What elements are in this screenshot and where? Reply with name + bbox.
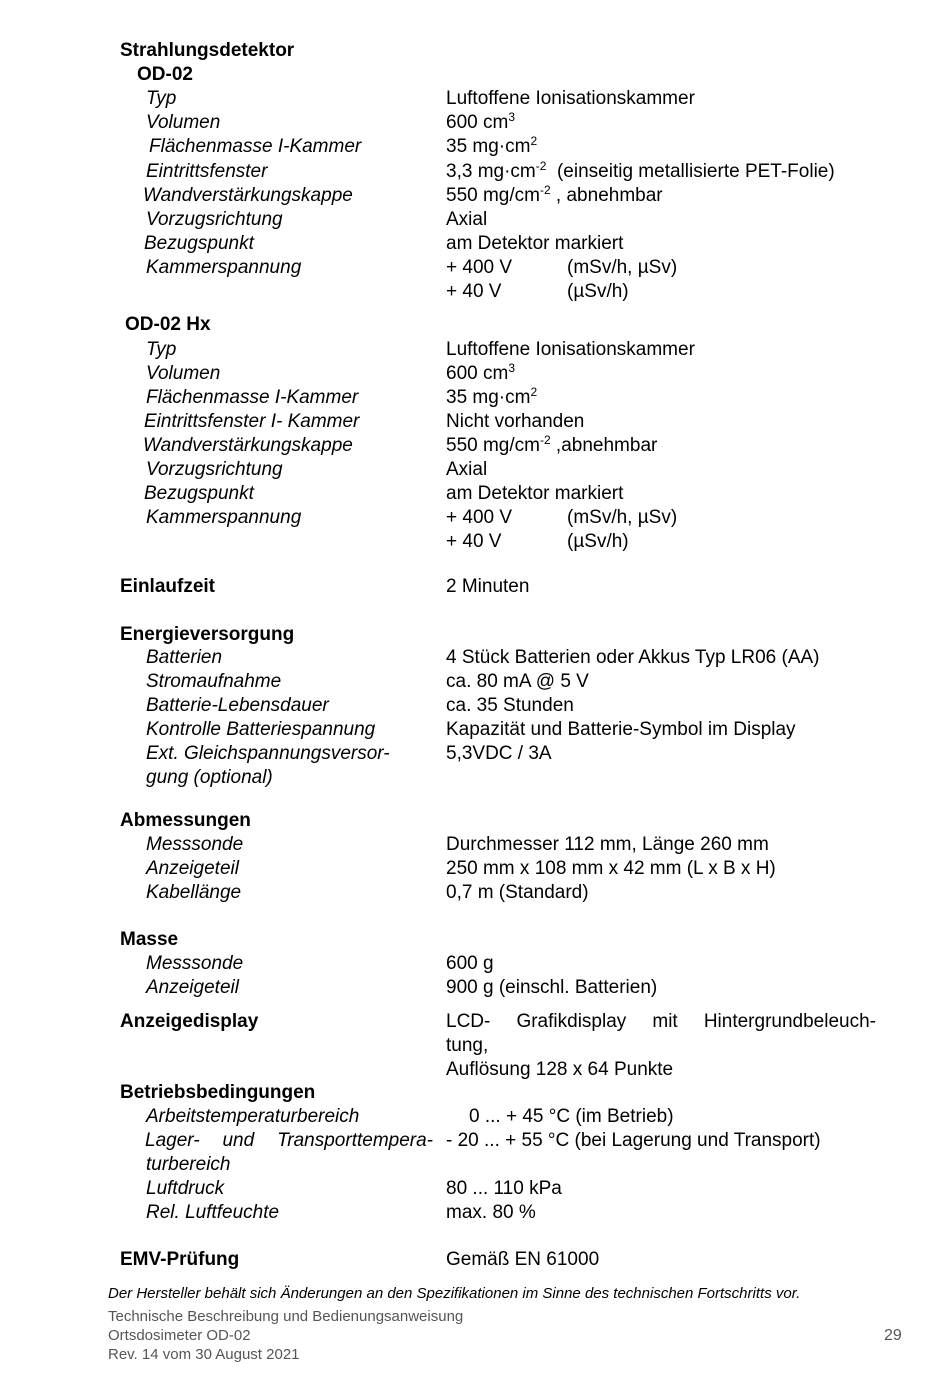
spec-row [0, 1129, 950, 1153]
spec-value: tung, [446, 1035, 489, 1056]
spec-label: Flächenmasse I-Kammer [149, 136, 362, 157]
spec-label: Wandverstärkungskappe [143, 435, 353, 456]
spec-value: 5,3VDC / 3A [446, 743, 552, 764]
spec-label: Vorzugsrichtung [146, 209, 283, 230]
spec-row [0, 742, 950, 766]
section-heading: Einlaufzeit [120, 576, 216, 597]
spec-row [0, 1034, 950, 1058]
spec-value: 4 Stück Batterien oder Akkus Typ LR06 (AA) [446, 647, 820, 668]
subsection-heading: OD-02 Hx [125, 314, 211, 335]
subsection-heading: OD-02 [137, 64, 193, 85]
spec-row [0, 833, 950, 857]
spec-label: Wandverstärkungskappe [143, 185, 353, 206]
spec-value: Nicht vorhanden [446, 411, 585, 432]
spec-row [0, 766, 950, 790]
spec-value: + 400 V [446, 507, 513, 528]
spec-value: 550 $mg/cm^{-2}$ ,abnehmbar [446, 433, 658, 456]
spec-value: + 40 V [446, 531, 502, 552]
spec-row [0, 410, 950, 434]
spec-row [0, 434, 950, 458]
section-detector [0, 39, 950, 63]
spec-value: am Detektor markiert [446, 233, 624, 254]
spec-label: Volumen [146, 112, 221, 133]
section-heading: Masse [120, 929, 179, 950]
disclaimer-note: Der Hersteller behält sich Änderungen an den Spezifikationen im Sinne des technischen Fortschritts vor. [108, 1285, 801, 1302]
spec-row [0, 135, 950, 159]
subsection-od02hx [0, 313, 950, 337]
spec-row [0, 338, 950, 362]
spec-value-unit: (µSv/h) [567, 531, 629, 552]
spec-value: 3,3 $mg\cdot cm^{-2}$ (einseitig metallisierte PET-Folie) [446, 159, 835, 182]
spec-value-unit: (mSv/h, µSv) [567, 507, 678, 528]
spec-value: Auflösung 128 x 64 Punkte [446, 1059, 674, 1080]
spec-label: Anzeigeteil [146, 858, 239, 879]
spec-label: Kammerspannung [146, 507, 302, 528]
spec-label: Typ [146, 88, 177, 109]
spec-value: 80 ... 110 kPa [446, 1178, 562, 1199]
spec-row [0, 694, 950, 718]
page-number: 29 [884, 1327, 902, 1344]
spec-value: Luftoffene Ionisationskammer [446, 339, 695, 360]
spec-label: Volumen [146, 363, 221, 384]
spec-row [0, 952, 950, 976]
spec-value: am Detektor markiert [446, 483, 624, 504]
spec-value: 600 $cm^3$ [446, 361, 515, 384]
spec-value: 900 g (einschl. Batterien) [446, 977, 658, 998]
section-masse [0, 928, 950, 952]
section-emv [0, 1248, 950, 1272]
spec-label: Anzeigeteil [146, 977, 239, 998]
spec-row [0, 232, 950, 256]
spec-label: Bezugspunkt [144, 233, 254, 254]
spec-label: Kontrolle Batteriespannung [146, 719, 376, 740]
spec-row [0, 482, 950, 506]
spec-label: Kammerspannung [146, 257, 302, 278]
spec-value: 35 $mg\cdot cm^2$ [446, 134, 538, 157]
spec-value: ca. 35 Stunden [446, 695, 574, 716]
spec-label: Bezugspunkt [144, 483, 254, 504]
spec-row [0, 458, 950, 482]
section-heading: EMV-Prüfung [120, 1249, 240, 1270]
spec-value: 600 $cm^3$ [446, 110, 515, 133]
spec-row [0, 256, 950, 280]
spec-row [0, 1177, 950, 1201]
spec-label: Batterie-Lebensdauer [146, 695, 329, 716]
spec-label: turbereich [146, 1154, 231, 1175]
spec-row [0, 857, 950, 881]
spec-value: 35 $mg\cdot cm^2$ [446, 385, 538, 408]
spec-value: Axial [446, 209, 488, 230]
spec-value: Axial [446, 459, 488, 480]
spec-value: 600 g [446, 953, 494, 974]
spec-label: Kabellänge [146, 882, 242, 903]
section-einlaufzeit [0, 575, 950, 599]
spec-value: 250 mm x 108 mm x 42 mm (L x B x H) [446, 858, 776, 879]
spec-row [0, 184, 950, 208]
spec-row [0, 718, 950, 742]
spec-row [0, 530, 950, 554]
spec-row [0, 111, 950, 135]
spec-label: Lager- und Transporttempera- [145, 1130, 433, 1151]
spec-row [0, 1153, 950, 1177]
spec-label: Rel. Luftfeuchte [146, 1202, 280, 1223]
spec-value: Gemäß EN 61000 [446, 1249, 600, 1270]
section-heading: Betriebsbedingungen [120, 1082, 316, 1103]
spec-value: - 20 ... + 55 °C (bei Lagerung und Transport) [446, 1130, 821, 1151]
spec-label: Eintrittsfenster I- Kammer [144, 411, 360, 432]
spec-row [0, 670, 950, 694]
section-energie [0, 623, 950, 647]
spec-row [0, 1201, 950, 1225]
spec-row [0, 87, 950, 111]
spec-label: Flächenmasse I-Kammer [146, 387, 359, 408]
footer-doc-title: Technische Beschreibung und Bedienungsanweisung [108, 1308, 464, 1325]
spec-label: Ext. Gleichspannungsversor- [146, 743, 390, 764]
spec-value: + 400 V [446, 257, 513, 278]
spec-label: Typ [146, 339, 177, 360]
spec-label: Eintrittsfenster [146, 161, 268, 182]
spec-label: Batterien [146, 647, 223, 668]
footer-product: Ortsdosimeter OD-02 [108, 1327, 251, 1344]
spec-value: LCD- Grafikdisplay mit Hintergrundbeleuch- [446, 1011, 876, 1032]
spec-label: Messsonde [146, 834, 244, 855]
spec-label: Arbeitstemperaturbereich [146, 1106, 360, 1127]
spec-row [0, 506, 950, 530]
spec-row [0, 881, 950, 905]
spec-row [0, 646, 950, 670]
spec-value: ca. 80 mA @ 5 V [446, 671, 589, 692]
spec-label: Luftdruck [146, 1178, 225, 1199]
section-heading: Strahlungsdetektor [120, 40, 295, 61]
section-anzeige [0, 1010, 950, 1034]
section-heading: Abmessungen [120, 810, 251, 831]
subsection-od02 [0, 63, 950, 87]
spec-row [0, 1058, 950, 1082]
spec-value: Durchmesser 112 mm, Länge 260 mm [446, 834, 769, 855]
spec-row [0, 976, 950, 1000]
spec-label: gung (optional) [146, 767, 273, 788]
section-heading: Energieversorgung [120, 624, 295, 645]
spec-row [0, 1105, 950, 1129]
section-heading: Anzeigedisplay [120, 1011, 259, 1032]
spec-value: 0,7 m (Standard) [446, 882, 589, 903]
spec-label: Vorzugsrichtung [146, 459, 283, 480]
spec-value: max. 80 % [446, 1202, 536, 1223]
spec-value: 550 $mg/cm^{-2}$ , abnehmbar [446, 183, 663, 206]
spec-row [0, 280, 950, 304]
spec-row [0, 386, 950, 410]
spec-row [0, 160, 950, 184]
spec-value: 0 ... + 45 °C (im Betrieb) [469, 1106, 674, 1127]
spec-value-unit: (mSv/h, µSv) [567, 257, 678, 278]
spec-value-unit: (µSv/h) [567, 281, 629, 302]
spec-value: Luftoffene Ionisationskammer [446, 88, 695, 109]
section-abmessungen [0, 809, 950, 833]
spec-value: 2 Minuten [446, 576, 530, 597]
spec-value: + 40 V [446, 281, 502, 302]
spec-row [0, 208, 950, 232]
spec-label: Stromaufnahme [146, 671, 282, 692]
spec-label: Messsonde [146, 953, 244, 974]
footer-revision: Rev. 14 vom 30 August 2021 [108, 1346, 300, 1363]
spec-value: Kapazität und Batterie-Symbol im Display [446, 719, 796, 740]
spec-row [0, 362, 950, 386]
section-betrieb [0, 1081, 950, 1105]
